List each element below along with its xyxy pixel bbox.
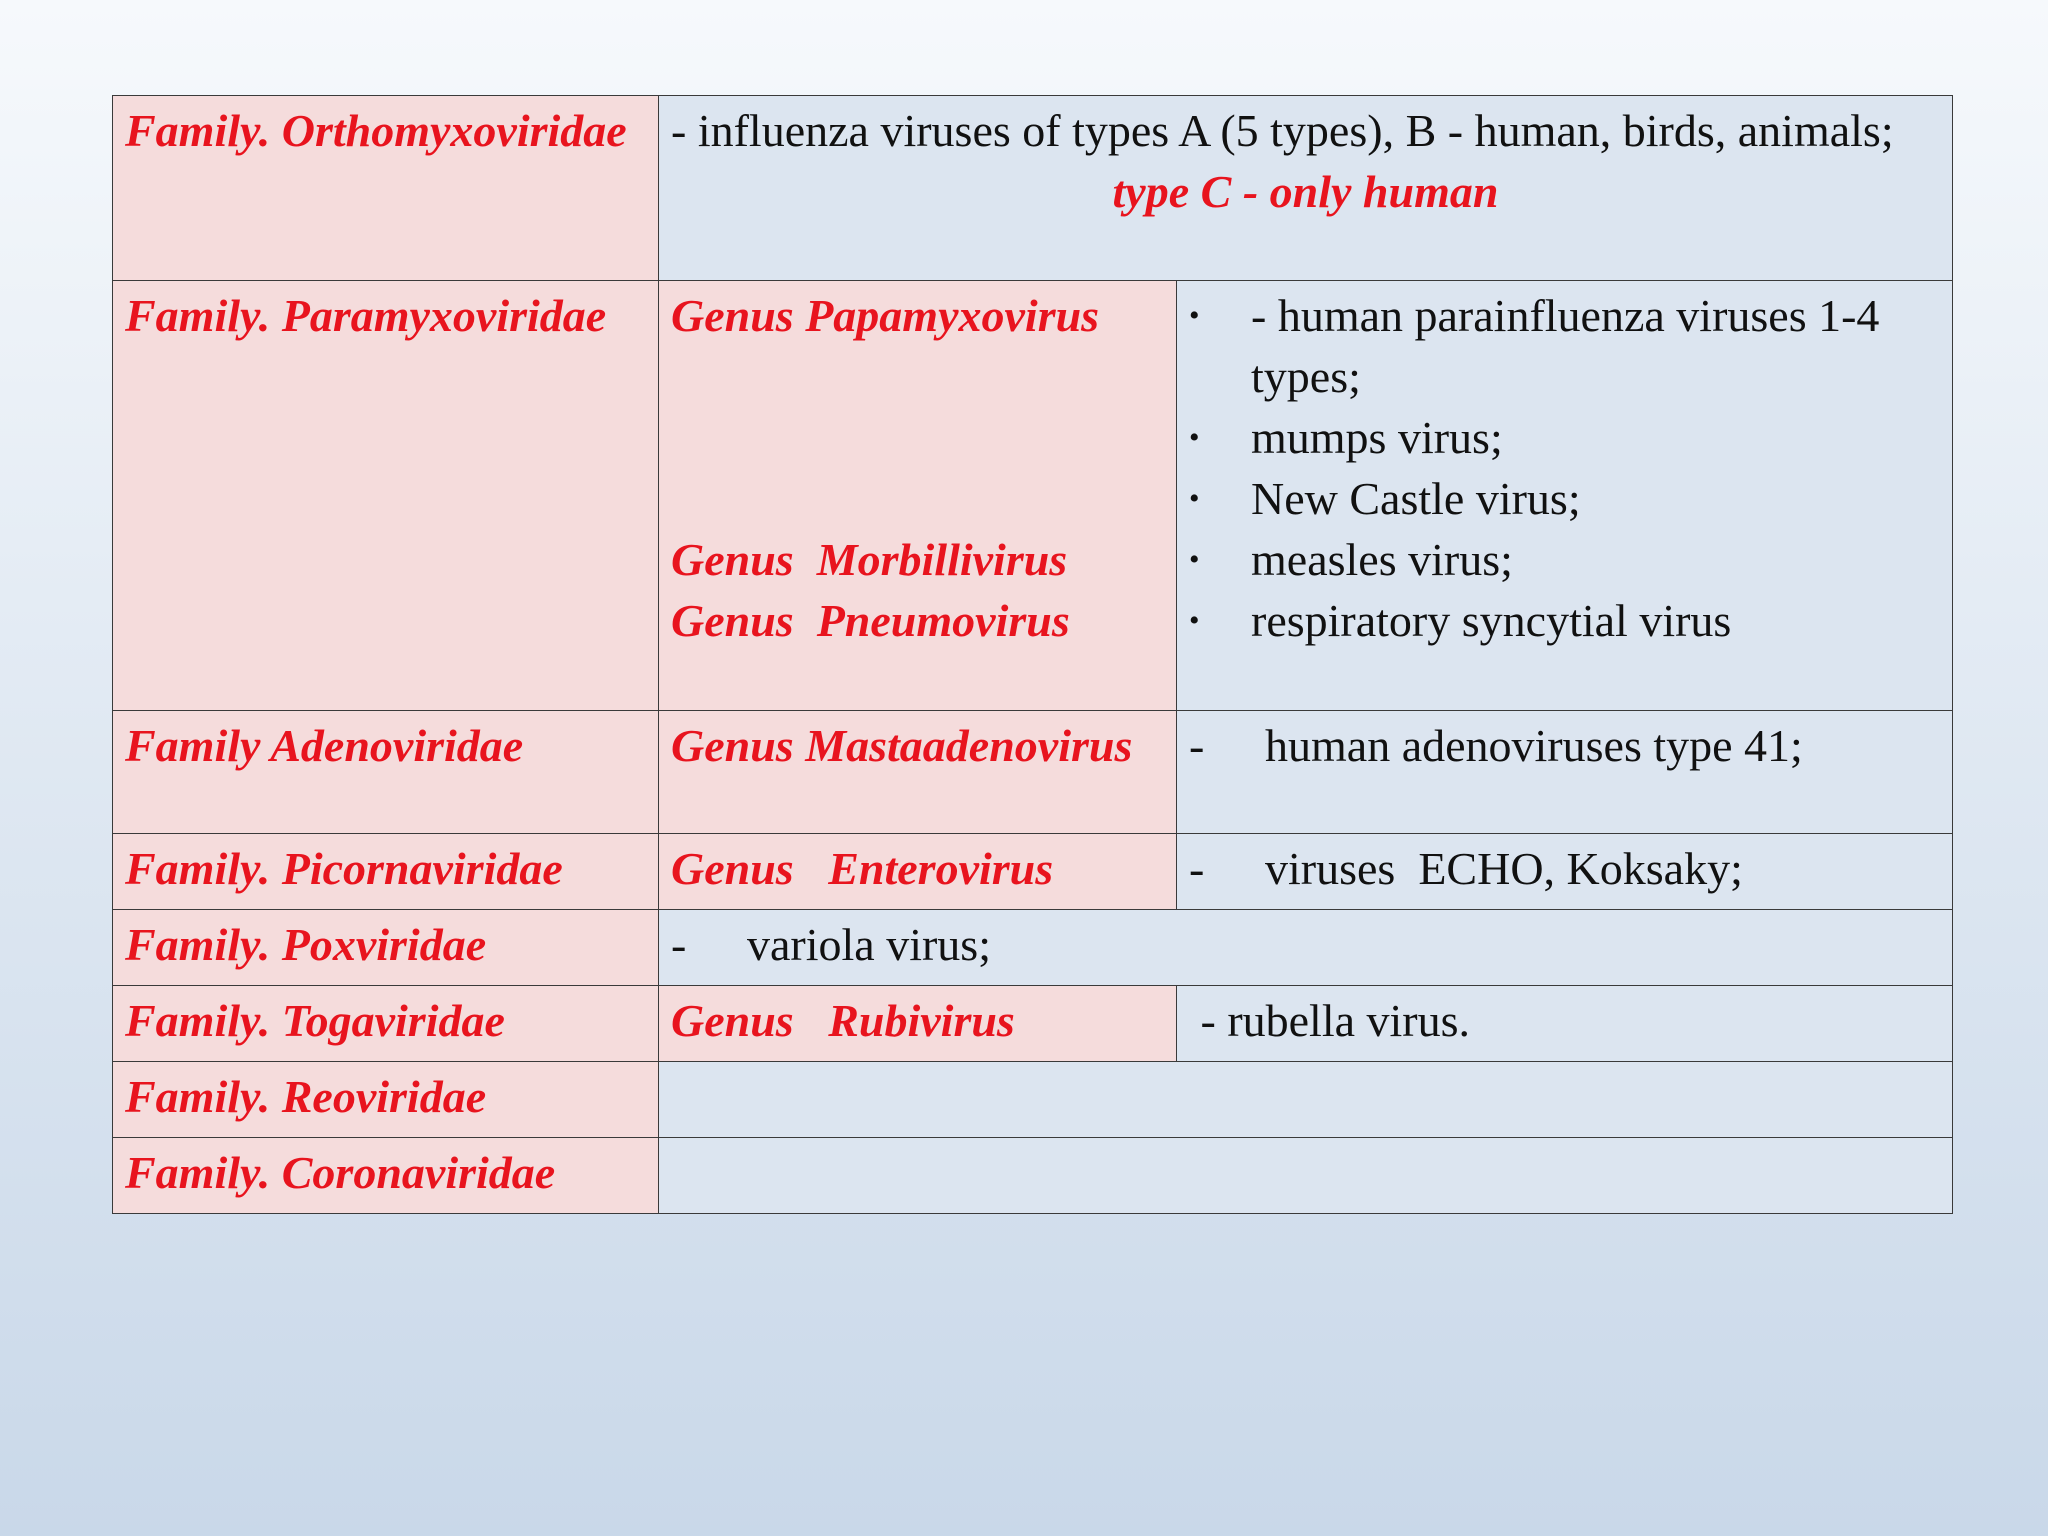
description-cell: [1177, 711, 1953, 834]
table-row: [113, 1138, 1953, 1214]
description-text: variola virus;: [747, 919, 991, 970]
family-name: Family Adenoviridae: [125, 720, 524, 771]
family-cell: [113, 96, 659, 281]
highlight-text: type C - only human: [1112, 166, 1499, 217]
table-row: [113, 1062, 1953, 1138]
description-text: - influenza viruses of types A (5 types), B - human, birds, animals;: [671, 105, 1894, 156]
list-item: [1189, 838, 1940, 899]
bullet-icon: •: [1189, 604, 1200, 637]
family-name: Family. Orthomyxoviridae: [125, 105, 627, 156]
list-item: [1189, 407, 1940, 468]
genus-name: Genus Enterovirus: [671, 843, 1054, 894]
family-name: Family. Paramyxoviridae: [125, 290, 607, 341]
dash-marker: -: [671, 919, 687, 970]
family-name: Family. Coronaviridae: [125, 1147, 556, 1198]
genus-name: Genus Rubivirus: [671, 995, 1015, 1046]
virus-families-table: [112, 95, 1953, 1214]
bullet-icon: •: [1189, 421, 1200, 454]
genus-cell: [659, 281, 1177, 711]
genus-cell: [659, 986, 1177, 1062]
list-item-text: measles virus;: [1251, 534, 1513, 585]
family-cell: [113, 910, 659, 986]
bullet-icon: •: [1189, 299, 1200, 332]
bullet-icon: •: [1189, 543, 1200, 576]
genus-spacer: [671, 346, 1164, 529]
description-cell: [659, 1138, 1953, 1214]
virus-list: [1189, 285, 1940, 651]
family-cell: [113, 834, 659, 910]
description-cell: [659, 96, 1953, 281]
family-name: Family. Reoviridae: [125, 1071, 487, 1122]
description-cell: [1177, 986, 1953, 1062]
list-item: [1189, 529, 1940, 590]
family-cell: [113, 1138, 659, 1214]
list-item-text: - human parainfluenza viruses 1-4 types;: [1251, 290, 1880, 402]
description-text: human adenoviruses type 41;: [1265, 720, 1803, 771]
family-cell: [113, 1062, 659, 1138]
family-name: Family. Poxviridae: [125, 919, 487, 970]
genus-name: Genus Pneumovirus: [671, 595, 1070, 646]
list-item: [1189, 468, 1940, 529]
dash-marker: -: [1189, 843, 1205, 894]
list-item-text: mumps virus;: [1251, 412, 1503, 463]
list-item-text: respiratory syncytial virus: [1251, 595, 1732, 646]
genus-name: Genus Morbillivirus: [671, 534, 1068, 585]
description-cell: [659, 910, 1953, 986]
description-cell: [1177, 834, 1953, 910]
family-cell: [113, 986, 659, 1062]
family-cell: [113, 711, 659, 834]
list-item: [1189, 715, 1940, 776]
table-row: [113, 96, 1953, 281]
genus-cell: [659, 834, 1177, 910]
dash-marker: -: [1189, 720, 1205, 771]
description-cell: [659, 1062, 1953, 1138]
table-row: [113, 281, 1953, 711]
table-row: [113, 834, 1953, 910]
list-item-text: New Castle virus;: [1251, 473, 1581, 524]
list-item: [1189, 590, 1940, 651]
genus-cell: [659, 711, 1177, 834]
table-row: [113, 986, 1953, 1062]
bullet-icon: •: [1189, 482, 1200, 515]
list-item: [671, 914, 1940, 975]
family-name: Family. Togaviridae: [125, 995, 505, 1046]
table-row: [113, 910, 1953, 986]
table-row: [113, 711, 1953, 834]
family-name: Family. Picornaviridae: [125, 843, 563, 894]
description-text: viruses ECHO, Koksaky;: [1265, 843, 1743, 894]
description-text: - rubella virus.: [1189, 995, 1471, 1046]
family-cell: [113, 281, 659, 711]
description-cell: [1177, 281, 1953, 711]
genus-name: Genus Papamyxovirus: [671, 290, 1100, 341]
list-item: [1189, 285, 1940, 407]
genus-name: Genus Mastaadenovirus: [671, 720, 1133, 771]
